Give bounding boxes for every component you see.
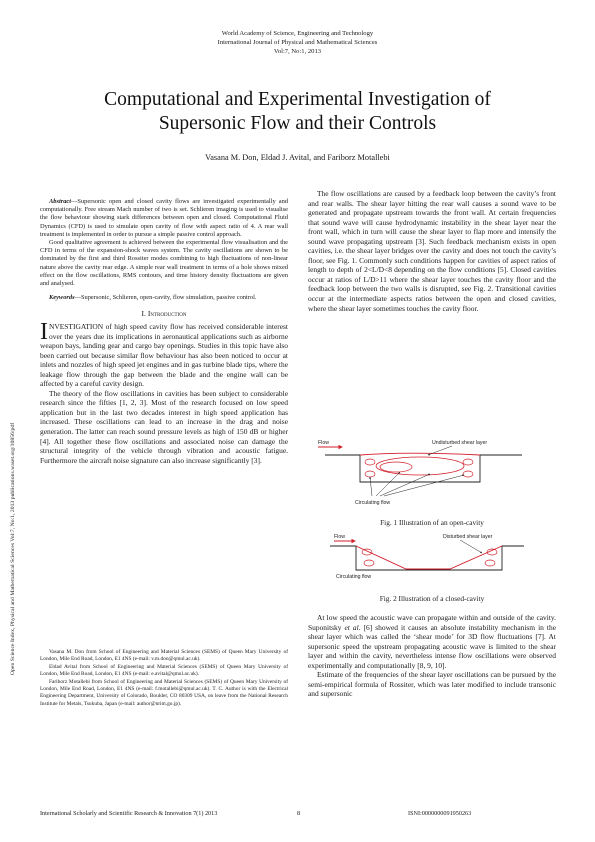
fig1-eddy-1 [365, 459, 375, 465]
right-p2 [308, 613, 556, 670]
abstract-label: Abstract [49, 198, 72, 205]
right-p3: Estimate of the frequencies of the shear layer oscillations can be pursued by the semi-empirical formula of Rossiter, which was later modified to include transonic and supersonic [308, 670, 556, 699]
fig1-flow-label: Flow [318, 440, 329, 446]
figure-1-caption: Fig. 1 Illustration of an open-cavity [380, 518, 484, 527]
page-number: 8 [297, 810, 301, 817]
fig1-circ-pointer-3 [380, 474, 430, 496]
keywords [40, 294, 288, 302]
figure-2-caption: Fig. 2 Illustration of a closed-cavity [379, 594, 485, 603]
fig2-eddy-4 [485, 560, 495, 566]
intro-p1-text: NVESTIGATION of high speed cavity flow has received considerable interest over the years due its implications in aeronautical applications such as airborne weapon bays, landing gear and cargo bay openings. Studies in this topic have also been carried out because similar flow behaviour has also been noticed to occur at inlets and nozzles of high speed jet engines and in gas turbine blade tips, where the leakage flow through the gap between the blade and the engine wall can be affected by a careful cavity design. [40, 321, 288, 389]
fig1-circ-pointer-4 [384, 475, 464, 496]
fig2-flow-label: Flow [334, 534, 345, 540]
dropcap: I [40, 318, 48, 345]
fig1-cavity-outline [325, 455, 522, 482]
fig2-shear-pointer [460, 540, 482, 553]
intro-p2: The theory of the flow oscillations in cavities has been subject to considerable research since the fifties [1, 2, 3]. Most of the research focused on low speed application but in the last two decades interest in high speed application has increased. These oscillations can lead to an increase in the drag and noise generation. The latter can reach sound pressure levels as high of 150 dB or higher [4]. All together these flow oscillations and associated noise can damage the structural integrity of the vehicle through vibration and acoustic fatigue. Furthermore the aircraft noise signature can also increase significantly [3]. [40, 388, 288, 465]
figure-1-open-cavity [310, 436, 550, 508]
fig1-eddy-3 [463, 459, 473, 465]
fig1-circ-label: Circulating flow [355, 500, 391, 506]
fig1-vortex-main [376, 457, 464, 475]
keywords-label: Keywords [49, 294, 75, 302]
authors: Vasana M. Don, Eldad J. Avital, and Fariborz Motallebi [205, 153, 390, 162]
figure-2-closed-cavity [310, 518, 550, 584]
journal-volume: Vol:7, No:1, 2013 [273, 48, 322, 55]
right-p2-a: At low speed the acoustic wave can propagate within and outside of the cavity. Suponitsky [308, 613, 556, 632]
fig1-shear-layer [360, 453, 480, 455]
left-column [40, 198, 288, 465]
fig2-eddy-2 [364, 560, 374, 566]
abstract-p2: Good qualitative agreement is achieved between the experimental flow visualisation and the CFD in terms of the expansion-shock waves system. The cavity oscillations are shown to be dominated by the first and third Rossiter modes combining to high fluctuations of non-linear nature above the cavity rear edge. A simple rear wall treatment in terms of a hole shows mixed effect on the flow oscillations, RMS contours, and time history density fluctuations are given and analysed. [40, 239, 288, 288]
right-p1: The flow oscillations are caused by a feedback loop between the cavity’s front and rear walls. The shear layer hitting the rear wall causes a sound wave to be generated and propagate upstream towards the front wall. At certain frequencies that sound wave will cause hydrodynamic instability in the shear layer near the front wall, which in turn will cause the shear layer to flap more and intensify the sound wave propagating upstream [3]. Such feedback mechanism exists in open cavities, i.e. the shear layer bridges over the cavity and does not touch the cavity’s floor, see Fig. 1. Commonly such conditions happen for cavities of aspect ratios of length to depth of 2<L/D<8 depending on the flow conditions [5]. Closed cavities occur at ratios of L/D>11 where the shear layer touches the cavity floor and the feedback loop between the two walls is disrupted, see Fig. 2. Transitional cavities occur at the intermediate aspects ratios between the open and closed cavities, where the shear layer sometimes touches the cavity floor. [308, 189, 556, 313]
footnote-3: Fariborz Motallebi from School of Engineering and Material Sciences (SEMS) of Queen Mary University of London, Mile End Road, London, E1 4NS (e-mail: f.motallebi@qmul.ac.uk). T. C. Author is with the Electrical Engineering Department, University of Colorado, Boulder, CO 80309 USA, on leave from the National Research Institute for Metals, Tsukuba, Japan (e-mail: author@nrim.go.jp). [40, 678, 288, 707]
fig1-eddy-2 [365, 471, 375, 477]
fig1-eddy-4 [463, 471, 473, 477]
footnote-2: Eldad Avital from School of Engineering and Material Sciences (SEMS) of Queen Mary University of London, Mile End Road, London, E1 4NS (e-mail: e.avital@qmul.ac.uk). [40, 663, 288, 678]
paper-title [40, 88, 555, 136]
right-column-bottom [308, 613, 556, 699]
fig2-eddy-1 [362, 549, 372, 555]
footnote-1: Vasana M. Don from School of Engineering and Material Sciences (SEMS) of Queen Mary University of London, Mile End Road, London, E1 4NS (e-mail: v.m.don@qmul.ac.uk). [40, 649, 288, 663]
right-column-top [308, 189, 556, 313]
fig1-shear-label: Undisturbed shear layer [432, 440, 488, 446]
journal-name: World Academy of Science, Engineering and Technology [221, 30, 374, 37]
intro-p1 [40, 318, 288, 389]
right-p2-b: [6] showed it causes an absolute instability mechanism in the shear layer which was called the ‘shear mode’ for 3D flow fluctuations [7]. At supersonic speed the upstream propagating acoustic wave is limited to the shear layer and within the cavity, nevertheless intense flow oscillations were observed experimentally and computationally [8, 9, 10]. [308, 622, 556, 670]
fig1-circ-pointer-1 [370, 477, 372, 496]
abstract [40, 198, 288, 288]
right-p2-etal: et al. [344, 622, 361, 632]
fig1-vortex-inner [380, 462, 412, 472]
title-line-1: Computational and Experimental Investigation of [104, 89, 491, 110]
keywords-text: —Supersonic, Schlieren, open-cavity, flow simulation, passive control. [74, 294, 257, 302]
journal-subtitle: International Journal of Physical and Mathematical Sciences [217, 39, 378, 46]
fig2-shear-layer [356, 546, 502, 569]
title-line-2: Supersonic Flow and their Controls [158, 113, 437, 134]
section-heading-introduction: I. Introduction [141, 309, 187, 319]
abstract-p1: —Supersonic open and closed cavity flows are investigated experimentally and computationally. Free stream Mach number of two is set. Schlieren imaging is used to visualise the flow behaviour showing stark differences between open and closed. Computational Fluid Dynamics (CFD) is used to simulate open cavity of flow with aspect ratio of 4. A rear wall treatment is implemented in order to pursue a simple passive control approach. [40, 198, 288, 238]
footnotes [40, 649, 288, 708]
footer-isni: ISNI:0000000091950263 [408, 810, 472, 817]
footer-journal: International Scholarly and Scientific Research & Innovation 7(1) 2013 [40, 810, 218, 817]
sidebar-citation[interactable]: Open Science Index, Physical and Mathematical Sciences Vol:7, No:1, 2013 publications.waset.org/10856/pdf [10, 422, 16, 675]
fig2-shear-label: Disturbed shear layer [443, 534, 493, 540]
fig2-circ-label: Circulating flow [336, 574, 372, 580]
